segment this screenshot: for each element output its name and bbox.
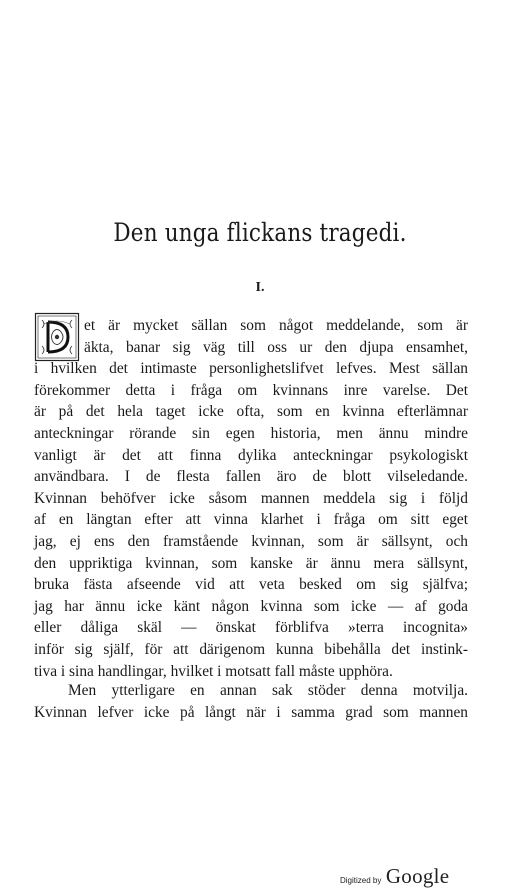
text-line: jag, ej ens den framstående kvinnan, som är sällsynt, och	[34, 532, 468, 550]
text-line: eller dåliga skäl — önskat förblifva »terra incognita»	[34, 619, 468, 637]
text-line: Kvinnan behöfver icke såsom mannen meddela sig i följd	[34, 489, 468, 507]
text-line: Kvinnan lefver icke på långt när i samma grad som mannen	[34, 703, 468, 721]
text-line: Men ytterligare en annan sak stöder denna motvilja.	[68, 682, 468, 699]
text-line: anteckningar rörande sin egen historia, men ännu mindre	[34, 424, 468, 442]
text-line: den uppriktiga kvinnan, som kanske är ännu mera sällsynt,	[34, 554, 468, 572]
text-line: jag har ännu icke känt någon kvinna som icke — af goda	[34, 597, 468, 615]
page-title: Den unga flickans tragedi.	[113, 218, 407, 247]
paragraph-2	[34, 680, 468, 723]
text-line: et är mycket sällan som något meddelande, som är	[84, 317, 468, 334]
chapter-number: I.	[255, 280, 265, 295]
text-line: äkta, banar sig väg till oss ur den djupa ensamhet,	[84, 338, 468, 356]
google-logo: Google	[385, 864, 450, 888]
text-line: användbara. I de flesta fallen äro de blott vilseledande.	[34, 468, 468, 486]
text-line: bruka fästa afseende vid att veta besked om sig själfva;	[34, 576, 468, 594]
text-line: tiva i sina handlingar, hvilket i motsatt fall måste upphöra.	[34, 662, 393, 680]
text-line: vanligt är det att finna dylika anteckningar psykologiskt	[34, 446, 468, 464]
digitized-by-label: Digitized by	[340, 876, 382, 885]
text-line: af en längtan efter att vinna klarhet i fråga om sitt eget	[34, 511, 468, 529]
text-line: i hvilken det intimaste personlighetslifvet lefves. Mest sällan	[34, 360, 468, 378]
text-line: förekommer detta i fråga om kvinnans inre varelse. Det	[34, 381, 468, 399]
text-line: inför sig själf, för att därigenom kunna bibehålla det instink-	[34, 640, 468, 658]
digitized-by-google-watermark	[340, 864, 449, 889]
text-line: är på det hela taget icke ofta, som en kvinna efterlämnar	[34, 403, 468, 421]
paragraph-1	[34, 315, 468, 682]
